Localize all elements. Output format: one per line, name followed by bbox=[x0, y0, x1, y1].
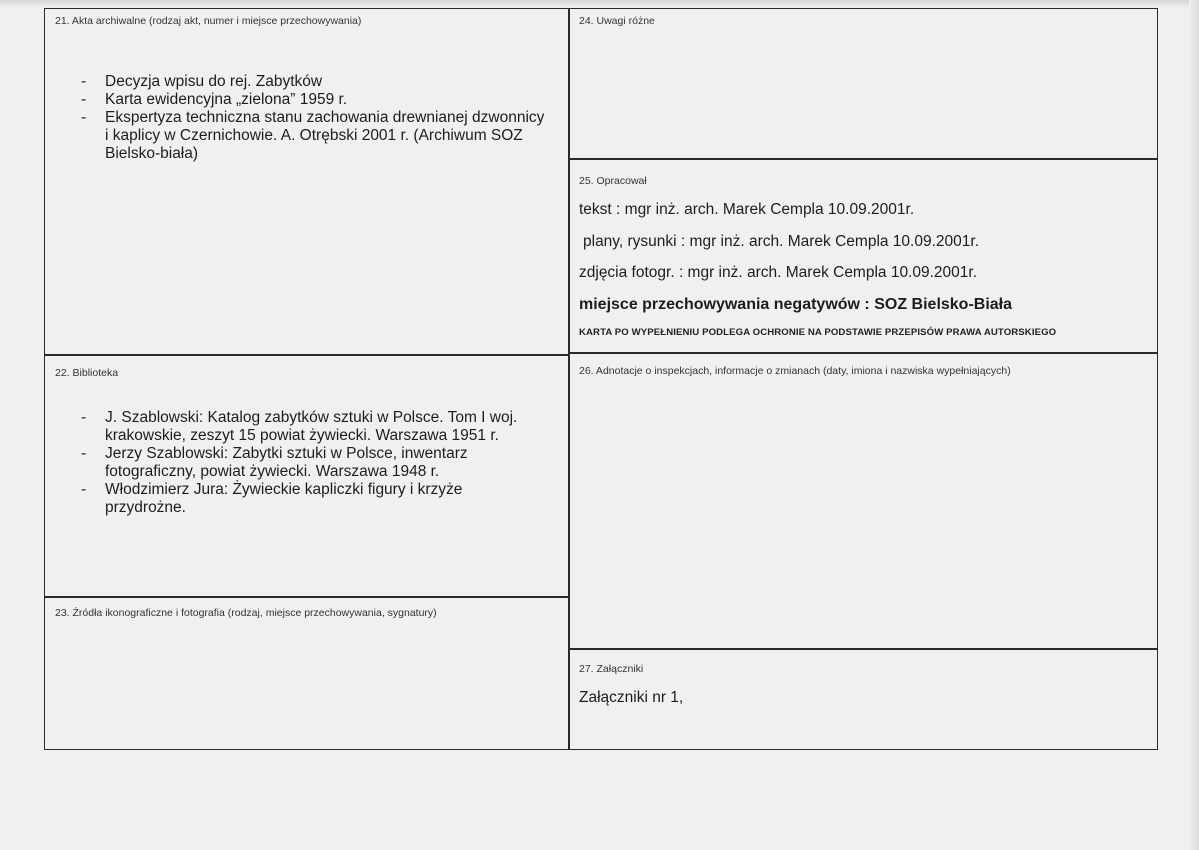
author-photos-line: zdjęcia fotogr. : mgr inż. arch. Marek Cempla 10.09.2001r. bbox=[579, 264, 978, 281]
negatives-location: miejsce przechowywania negatywów : SOZ Bielsko-Biała bbox=[579, 296, 1013, 313]
biblioteka-list bbox=[81, 409, 541, 517]
list-item: - J. Szablowski: Katalog zabytków sztuki w Polsce. Tom I woj. krakowskie, zeszyt 15 powiat żywiecki. Warszawa 1951 r. bbox=[81, 409, 541, 445]
section-opracowal bbox=[568, 158, 1158, 354]
section-heading: 22. Biblioteka bbox=[55, 367, 119, 379]
section-biblioteka bbox=[44, 354, 570, 598]
author-text-line: tekst : mgr inż. arch. Marek Cempla 10.09.2001r. bbox=[579, 201, 915, 218]
section-uwagi-rozne bbox=[568, 8, 1158, 160]
section-zrodla-ikonograficzne bbox=[44, 596, 570, 750]
list-item: - Decyzja wpisu do rej. Zabytków bbox=[81, 73, 549, 91]
section-heading: 27. Załączniki bbox=[579, 663, 644, 675]
scan-edge-top bbox=[0, 0, 1199, 8]
section-heading: 25. Opracował bbox=[579, 175, 647, 187]
section-heading: 24. Uwagi różne bbox=[579, 15, 655, 27]
section-heading: 21. Akta archiwalne (rodzaj akt, numer i miejsce przechowywania) bbox=[55, 15, 362, 27]
list-item: - Karta ewidencyjna „zielona” 1959 r. bbox=[81, 91, 549, 109]
copyright-notice: KARTA PO WYPEŁNIENIU PODLEGA OCHRONIE NA PODSTAWIE PRZEPISÓW PRAWA AUTORSKIEGO bbox=[579, 327, 1057, 338]
section-adnotacje bbox=[568, 352, 1158, 650]
section-zalaczniki bbox=[568, 648, 1158, 750]
section-heading: 26. Adnotacje o inspekcjach, informacje o zmianach (daty, imiona i nazwiska wypełniających) bbox=[579, 365, 1011, 377]
section-akta-archiwalne bbox=[44, 8, 570, 356]
akta-list bbox=[81, 73, 549, 163]
attachments-value: Załączniki nr 1, bbox=[579, 689, 684, 706]
scan-edge-right bbox=[1189, 0, 1199, 850]
section-heading: 23. Źródła ikonograficzne i fotografia (rodzaj, miejsce przechowywania, sygnatury) bbox=[55, 607, 437, 619]
list-item: - Ekspertyza techniczna stanu zachowania drewnianej dzwonnicy i kaplicy w Czernichowie. A. Otrębski 2001 r. (Archiwum SOZ Bielsko-biała) bbox=[81, 109, 549, 163]
author-drawings-line: plany, rysunki : mgr inż. arch. Marek Cempla 10.09.2001r. bbox=[583, 233, 979, 250]
list-item: - Włodzimierz Jura: Żywieckie kapliczki figury i krzyże przydrożne. bbox=[81, 481, 541, 517]
list-item: - Jerzy Szablowski: Zabytki sztuki w Polsce, inwentarz fotograficzny, powiat żywiecki. Warszawa 1948 r. bbox=[81, 445, 541, 481]
